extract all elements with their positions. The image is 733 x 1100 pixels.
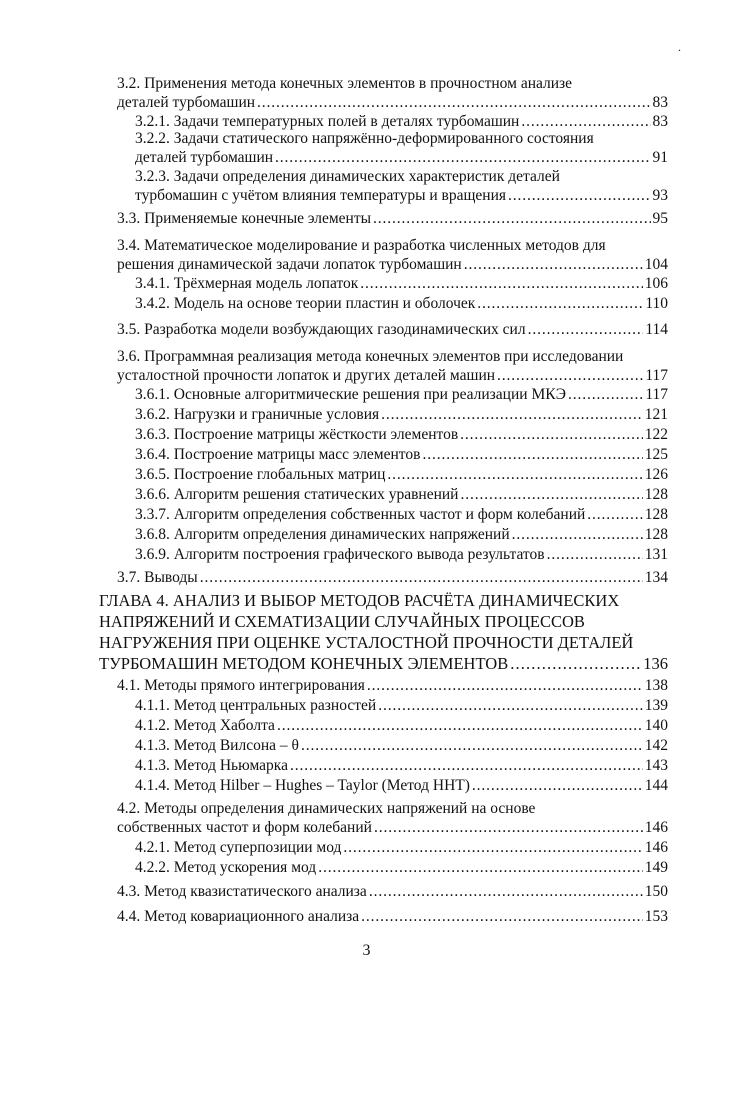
toc-entry[interactable] xyxy=(117,799,668,837)
dot-leader xyxy=(472,776,643,795)
toc-page-number: 83 xyxy=(652,94,668,111)
dot-leader xyxy=(373,209,650,228)
dot-leader xyxy=(510,653,641,674)
toc-entry-title: 4.1.3. Метод Вилсона – θ xyxy=(135,737,299,754)
dot-leader xyxy=(547,545,643,564)
page-number: 3 xyxy=(362,942,371,959)
toc-entry[interactable] xyxy=(117,882,668,901)
toc-entry-title: 3.6.3. Построение матрицы жёсткости элементов xyxy=(135,426,459,443)
corner-mark: . xyxy=(678,40,681,54)
toc-entry-title: ТУРБОМАШИН МЕТОДОМ КОНЕЧНЫХ ЭЛЕМЕНТОВ xyxy=(99,654,509,673)
toc-entry-title: деталей турбомашин xyxy=(135,149,274,166)
toc-entry-title: 4.2.1. Метод суперпозиции мод xyxy=(135,839,342,856)
toc-entry-title: 3.4.2. Модель на основе теории пластин и оболочек xyxy=(135,295,476,312)
dot-leader xyxy=(477,294,643,313)
toc-entry-title: 4.1.3. Метод Ньюмарка xyxy=(135,757,288,774)
dot-leader xyxy=(528,320,644,339)
toc-page-number: 91 xyxy=(652,149,668,166)
dot-leader xyxy=(460,485,642,504)
toc-entry-title: 4.1.4. Метод Hilber – Hughes – Taylor (Метод ННТ) xyxy=(135,777,470,794)
toc-entry[interactable] xyxy=(135,274,668,293)
dot-leader xyxy=(512,525,643,544)
dot-leader xyxy=(369,882,643,901)
toc-entry-title: 3.6.1. Основные алгоритмические решения при реализации МКЭ xyxy=(135,386,566,403)
toc-entry-title: 4.1.2. Метод Хаболта xyxy=(135,717,275,734)
toc-entry[interactable] xyxy=(135,465,668,484)
toc-entry-title-line: 3.6. Программная реализация метода конечных элементов при исследовании xyxy=(117,348,624,365)
toc-page-number: 150 xyxy=(644,883,668,900)
dot-leader xyxy=(460,425,643,444)
toc-page-number: 114 xyxy=(645,321,668,338)
toc-page-number: 117 xyxy=(645,386,668,403)
dot-leader xyxy=(381,405,643,424)
toc-page-number: 128 xyxy=(644,526,668,543)
toc-entry-title-line: 3.2.2. Задачи статического напряжённо-деформированного состояния xyxy=(135,130,594,147)
dot-leader xyxy=(257,93,650,112)
toc-entry[interactable] xyxy=(135,525,668,544)
toc-page-number: 142 xyxy=(644,737,668,754)
toc-page-number: 117 xyxy=(645,367,668,384)
toc-entry-title: 3.6.9. Алгоритм построения графического вывода результатов xyxy=(135,546,545,563)
toc-entry-title-line: НАПРЯЖЕНИЙ И СХЕМАТИЗАЦИИ СЛУЧАЙНЫХ ПРОЦЕССОВ xyxy=(99,612,585,631)
dot-leader xyxy=(367,676,643,695)
toc-entry-title: 3.6.2. Нагрузки и граничные условия xyxy=(135,406,380,423)
toc-page-number: 149 xyxy=(644,859,668,876)
toc-entry[interactable] xyxy=(135,294,668,313)
toc-entry[interactable] xyxy=(135,838,668,857)
toc-entry[interactable] xyxy=(117,676,668,695)
toc-entry-title: 3.4.1. Трёхмерная модель лопаток xyxy=(135,275,359,292)
toc-page-number: 143 xyxy=(644,757,668,774)
toc-entry[interactable] xyxy=(135,129,668,167)
toc-entry-title-line: 3.2. Применения метода конечных элементов в прочностном анализе xyxy=(117,75,573,92)
toc-entry-title: турбомашин с учётом влияния температуры и вращения xyxy=(135,187,507,204)
toc-page-number: 121 xyxy=(644,406,668,423)
toc-entry-title-line: 4.2. Методы определения динамических напряжений на основе xyxy=(117,800,536,817)
toc-page-number: 125 xyxy=(644,446,668,463)
toc-entry-title: 3.2.1. Задачи температурных полей в деталях турбомашин xyxy=(135,113,520,130)
toc-entry[interactable] xyxy=(117,347,668,385)
toc-entry[interactable] xyxy=(135,405,668,424)
toc-entry-title: 4.3. Метод квазистатического анализа xyxy=(117,883,367,900)
toc-entry-title: 3.5. Разработка модели возбуждающих газодинамических сил xyxy=(117,321,526,338)
toc-entry-title: 4.1. Методы прямого интегрирования xyxy=(117,677,365,694)
toc-entry[interactable] xyxy=(135,736,668,755)
toc-entry-title: 3.3. Применяемые конечные элементы xyxy=(117,210,372,227)
toc-page-number: 139 xyxy=(644,697,668,714)
dot-leader xyxy=(508,186,650,205)
toc-entry[interactable] xyxy=(135,385,668,404)
toc-page-number: 140 xyxy=(644,717,668,734)
dot-leader xyxy=(200,568,643,587)
toc-entry-title-line: НАГРУЖЕНИЯ ПРИ ОЦЕНКЕ УСТАЛОСТНОЙ ПРОЧНОСТИ ДЕТАЛЕЙ xyxy=(99,633,634,652)
dot-leader xyxy=(464,255,643,274)
toc-entry[interactable] xyxy=(135,545,668,564)
toc-page-number: 144 xyxy=(644,777,668,794)
dot-leader xyxy=(587,505,642,524)
dot-leader xyxy=(290,756,643,775)
toc-page-number: 110 xyxy=(645,295,668,312)
dot-leader xyxy=(422,445,642,464)
toc-entry-title: 3.3.7. Алгоритм определения собственных частот и форм колебаний xyxy=(135,506,586,523)
toc-entry[interactable] xyxy=(135,425,668,444)
toc-page-number: 146 xyxy=(644,819,668,836)
toc-entry[interactable] xyxy=(135,776,668,795)
dot-leader xyxy=(374,818,643,837)
toc-entry-title: собственных частот и форм колебаний xyxy=(117,819,372,836)
toc-page-number: 134 xyxy=(644,569,668,586)
toc-entry[interactable] xyxy=(135,858,668,877)
toc-entry-title: 4.4. Метод ковариационного анализа xyxy=(117,908,360,925)
toc-entry-title: 3.7. Выводы xyxy=(117,569,198,586)
toc-entry[interactable] xyxy=(117,907,668,926)
dot-leader xyxy=(568,385,643,404)
toc-entry-title: 3.6.8. Алгоритм определения динамических напряжений xyxy=(135,526,510,543)
toc-page-number: 153 xyxy=(644,908,668,925)
dot-leader xyxy=(343,838,642,857)
toc-entry-title-line: 3.4. Математическое моделирование и разработка численных методов для xyxy=(117,237,606,254)
toc-page-number: 95 xyxy=(652,210,668,227)
dot-leader xyxy=(387,465,642,484)
toc-page-number: 138 xyxy=(644,677,668,694)
toc-entry-title: решения динамической задачи лопаток турбомашин xyxy=(117,256,462,273)
dot-leader xyxy=(361,907,643,926)
toc-entry[interactable] xyxy=(117,74,668,112)
toc-page-number: 136 xyxy=(643,654,668,673)
toc-page-number: 106 xyxy=(644,275,668,292)
toc-entry-title: 4.2.2. Метод ускорения мод xyxy=(135,859,317,876)
dot-leader xyxy=(497,366,643,385)
dot-leader xyxy=(318,858,643,877)
toc-page-number: 104 xyxy=(644,256,668,273)
toc-entry[interactable] xyxy=(135,696,668,715)
toc-entry[interactable] xyxy=(99,590,668,674)
toc-entry[interactable] xyxy=(135,485,668,504)
toc-page-number: 126 xyxy=(644,466,668,483)
toc-entry-title: 3.6.6. Алгоритм решения статических уравнений xyxy=(135,486,459,503)
toc-page-number: 146 xyxy=(644,839,668,856)
toc-entry-title: 4.1.1. Метод центральных разностей xyxy=(135,697,377,714)
toc-entry-title: деталей турбомашин xyxy=(117,94,256,111)
toc-entry[interactable] xyxy=(117,209,668,228)
toc-entry-title: 3.6.4. Построение матрицы масс элементов xyxy=(135,446,421,463)
toc-entry-title-line: 3.2.3. Задачи определения динамических характеристик деталей xyxy=(135,168,560,185)
toc-entry-title: усталостной прочности лопаток и других деталей машин xyxy=(117,367,496,384)
toc-entry[interactable] xyxy=(117,320,668,339)
toc-entry[interactable] xyxy=(135,167,668,205)
dot-leader xyxy=(360,274,642,293)
dot-leader xyxy=(378,696,643,715)
dot-leader xyxy=(275,148,650,167)
toc-entry[interactable] xyxy=(135,505,668,524)
toc-page-number: 83 xyxy=(652,113,668,130)
toc-entry[interactable] xyxy=(135,716,668,735)
dot-leader xyxy=(277,716,643,735)
toc-page-number: 128 xyxy=(644,506,668,523)
toc-entry[interactable] xyxy=(135,756,668,775)
toc-entry-title: 3.6.5. Построение глобальных матриц xyxy=(135,466,386,483)
toc-page-number: 128 xyxy=(644,486,668,503)
toc-entry[interactable] xyxy=(117,568,668,587)
dot-leader xyxy=(301,736,643,755)
toc-entry[interactable] xyxy=(117,236,668,274)
toc-page-number: 122 xyxy=(644,426,668,443)
toc-entry-title-line: ГЛАВА 4. АНАЛИЗ И ВЫБОР МЕТОДОВ РАСЧЁТА ДИНАМИЧЕСКИХ xyxy=(99,591,620,610)
toc-page-number: 131 xyxy=(644,546,668,563)
toc-page-number: 93 xyxy=(652,187,668,204)
toc-entry[interactable] xyxy=(135,445,668,464)
